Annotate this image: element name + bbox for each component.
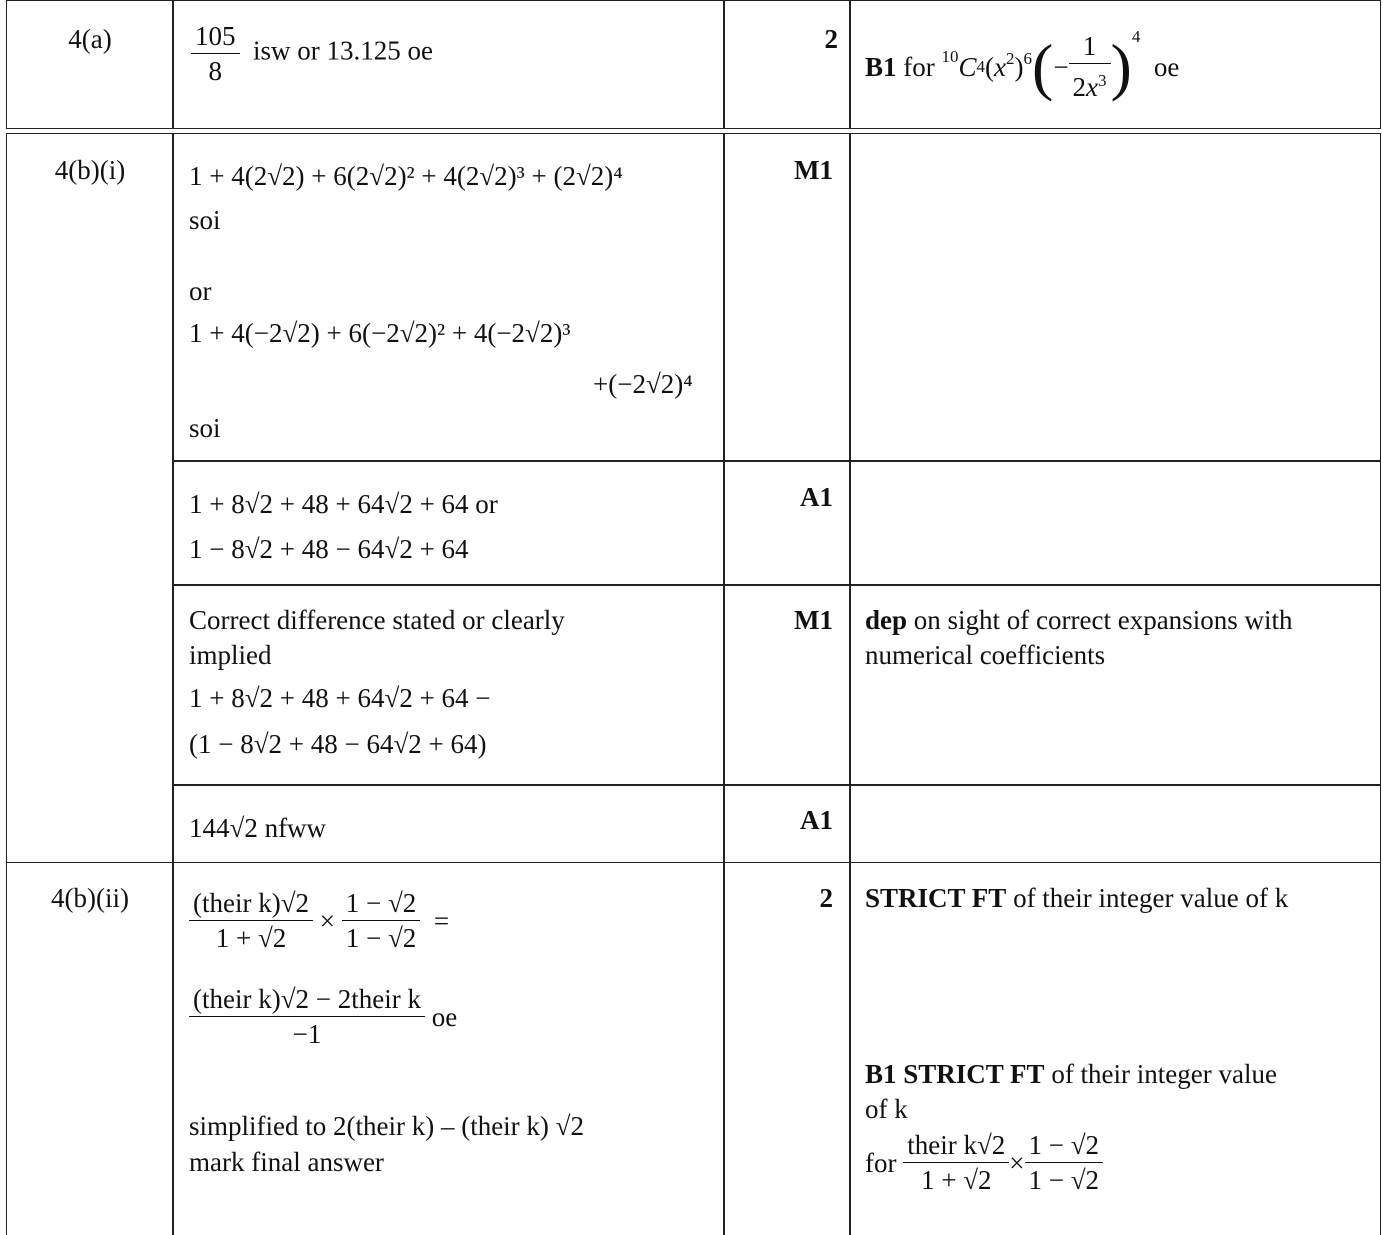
row-4bii [6,862,1381,1235]
guidance-dep-cont: numerical coefficients [865,640,1106,670]
expanded-values-alt: 1 − 8√2 + 48 − 64√2 + 64 [189,534,469,564]
soi-label: soi [189,205,221,235]
mark-final-text: mark final answer [189,1147,384,1177]
answer-cell: $\frac{105}{8}$ isw or 13.125 oe [173,1,724,128]
question-label: 4(a) [68,24,112,54]
marks-a1: A1 [800,482,833,512]
marks-value: 2 [819,883,833,913]
marks-m1: M1 [794,155,833,185]
difference-text-cont: implied [189,640,272,670]
simplified-text: simplified to 2(their k) – (their k) √2 [189,1111,584,1141]
expanded-values: 1 + 8√2 + 48 + 64√2 + 64 or [189,489,498,519]
expansion-line-alt-cont: +(−2√2)⁴ [593,369,693,399]
expansion-line: 1 + 4(2√2) + 6(2√2)² + 4(2√2)³ + (2√2)⁴ [189,161,623,191]
marks-m1: M1 [794,605,833,635]
soi-label: soi [189,413,221,443]
guidance-dep: dep on sight of correct expansions with [865,605,1293,635]
marks-a1: A1 [800,805,833,835]
guidance-cell: B1 for $^{10}$ C 4 (x $^2$ ) $^6$ ( − $\frac{1}{2x^3}$ ) $^4$ oe [865,26,1180,102]
final-answer: 144√2 nfww [189,813,327,843]
expansion-line-alt: 1 + 4(−2√2) + 6(−2√2)² + 4(−2√2)³ [189,318,571,348]
difference-expr: 1 + 8√2 + 48 + 64√2 + 64 − [189,683,491,713]
guidance-b1-cont: of k [865,1094,908,1124]
rationalise-expr: $\frac{\text{(their k)√2}}{1 + √2}$ × $\frac{1 - √2}{1 - √2}$ = [189,886,449,955]
guidance-b1-strict-ft: B1 STRICT FT of their integer value [865,1059,1277,1089]
guidance-strict-ft: STRICT FT of their integer value of k [865,883,1289,913]
difference-text: Correct difference stated or clearly [189,605,565,635]
rationalised-result: $\frac{\text{(their k)√2 − 2their k}}{-1}$ oe [189,982,457,1051]
or-label: or [189,276,212,306]
guidance-b1-expr: for $\frac{\text{their k√2}}{1 + √2}$ × $\frac{1 - √2}{1 - √2}$ [865,1128,1103,1197]
difference-expr-cont: (1 − 8√2 + 48 − 64√2 + 64) [189,729,487,759]
question-label: 4(b)(ii) [51,883,129,913]
marks-cell: 2 [824,24,838,54]
row-4a [6,0,1381,129]
row-4bi [6,133,1381,863]
question-label: 4(b)(i) [54,155,126,185]
